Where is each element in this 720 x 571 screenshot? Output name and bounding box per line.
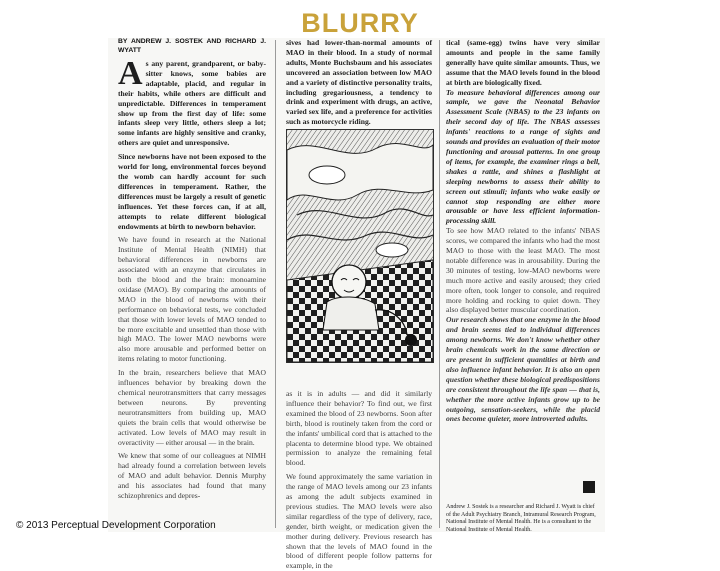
article-paragraph — [118, 55, 266, 148]
byline: BY ANDREW J. SOSTEK AND RICHARD J. WYATT — [118, 38, 266, 54]
scanned-article-page — [108, 38, 605, 571]
newborn-illustration — [286, 129, 434, 363]
end-mark — [583, 481, 595, 493]
author-caption: Andrew J. Sostek is a researcher and Richard J. Wyatt is chief of the Adult Psychiatry Branch, Intramural Research Program, National Institute of Mental Health. He is a consultant to the National Institute of Mental Health. — [446, 504, 596, 533]
article-paragraph: Our research shows that one enzyme in the blood and brain seems tied to individual differences among newborns. We don't know whether other brain chemicals work in the same direction or are present in sufficient quantities at birth and also influence infant behavior. It is also an open question whether these biological predispositions are consistent throughout the life span — that is, whether the more active infants grow up to be outgoing, sensation-seekers, while the placid ones become quieter, more introverted adults. — [446, 315, 601, 424]
article-paragraph: In the brain, researchers believe that MAO influences behavior by breaking down the chemical neurotransmitters that carry messages between neurons. By preventing neurotransmitters from building up, MAO quiets the brain cells that would otherwise be activated. Low levels of MAO may result in overactivity — either arousal — in the brain. — [118, 368, 266, 447]
column-separator — [439, 40, 440, 528]
article-paragraph: sives had lower-than-normal amounts of MAO in their blood. In a study of normal adults, Monte Buchsbaum and his associates uncovered an association between low MAO and a variety of distinctive personality traits, including gregariousness, a tendency to drink and experiment with drugs, an active, varied sex life, and a preference for activities such as motorcycle riding. — [286, 38, 432, 127]
article-paragraph: To see how MAO related to the infants' NBAS scores, we compared the infants who had the most MAO to those with the least MAO. The most notable difference was in arousability. During the 30 minutes of testing, low-MAO newborns were much more active and easily aroused; they cried more often, took longer to console, and required more holding and rocking to quiet down. They also displayed better muscular coordination. — [446, 226, 600, 315]
article-paragraph: We have found in research at the National Institute of Mental Health (NIMH) that behavioral differences in newborns are associated with an enzyme that circulates in both the blood and the brain: monoamine oxidase (MAO). By comparing the amounts of MAO in the blood of newborns with their performance on behavioral tests, we concluded that those with lower levels of MAO tended to be more excitable and unsettled than those with high MAO. The lower MAO newborns were also more arousable and performed better on items relating to motor functioning. — [118, 235, 266, 364]
copyright-notice: © 2013 Perceptual Development Corporation — [16, 520, 216, 531]
article-paragraph: tical (same-egg) twins have very similar amounts and people in the same family generally have quite similar amounts. Thus, we assume that the MAO levels found in the blood at birth are biologically fixed. — [446, 38, 600, 87]
lead-text: s any parent, grandparent, or baby-sitter knows, some babies are adaptable, placid, and regular in their habits, while others are difficult and unpredictable. Differences in temperament show up from the first day of life: some infants sleep very little, others sleep a lot; some infants are highly sensitive and cranky, others are quiet and unresponsive. — [118, 59, 266, 148]
article-column-1 — [118, 38, 266, 528]
column-separator — [275, 40, 276, 528]
blurry-title: BLURRY — [301, 8, 419, 38]
article-paragraph: We knew that some of our colleagues at NIMH had already found a correlation between levels of MAO and adult behavior. Dennis Murphy and his associates had found that many schizophrenics and depres- — [118, 451, 266, 501]
illustration-drawing — [287, 130, 433, 362]
article-paragraph: as it is in adults — and did it similarly influence their behavior? To find out, we first examined the blood of 23 newborns. Soon after birth, blood is routinely taken from the cord or the infants' umbilical cord that is attached to the placenta to determine blood type. We obtained permission to analyze the remaining fetal blood. — [286, 388, 432, 468]
article-paragraph: Since newborns have not been exposed to the world for long, environmental forces beyond the womb can hardly account for such differences in temperament. Rather, the differences must be largely a result of genetic influences. Yet these forces can, if at all, attempts to relate different biological endowments at birth to newborn behavior. — [118, 152, 266, 231]
article-paragraph: We found approximately the same variation in the range of MAO levels among our 23 infants as among the adult subjects examined in previous studies. The MAO levels were also similar regardless of the type of delivery, race, gender, birth weight, or medication given the mother during delivery. Previous research has shown that the levels of MAO found in the blood of different people follow patterns for example, in the — [286, 472, 432, 571]
article-column-3 — [446, 38, 601, 533]
drop-cap: A — [118, 55, 143, 92]
article-paragraph: To measure behavioral differences among our sample, we gave the Neonatal Behavior Assessment Scale (NBAS) to the 23 infants on their second day of life. The NBAS assesses infants' reactions to a range of sights and sounds and provides an evaluation of their motor functioning and arousal patterns. In one group of items, for example, the examiner rings a bell, shakes a rattle, and shines a flashlight at sleeping newborns to assess their ability to screen out stimuli; infants who wake easily or cannot stop responding are either more arousable or have less efficient information-processing skill. — [446, 87, 600, 226]
